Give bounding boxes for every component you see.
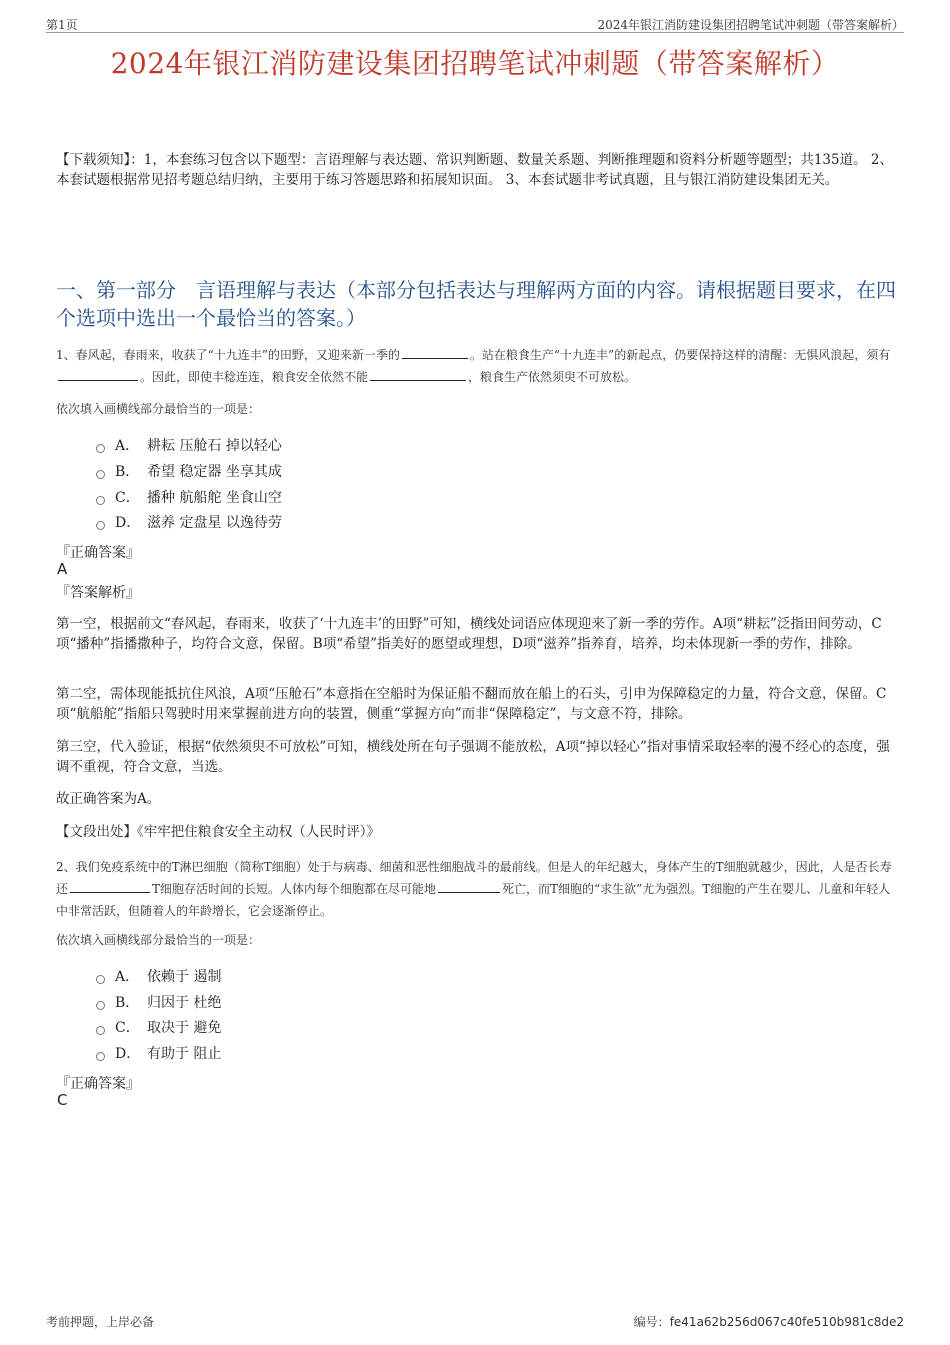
q2-stem-part-3: 死亡，而T细胞的“求生欲”尤为强烈。T细胞的产生在婴儿、儿童和年轻人中非常活跃，但随着人的年龄增长，它会逐渐停止。 [56, 882, 891, 918]
option-letter: A． [115, 438, 140, 454]
q1-analysis-para-3: 第三空，代入验证，根据“依然须臾不可放松”可知，横线处所在句子强调不能放松，A项“掉以轻心”指对事情采取轻率的漫不经心的态度，强调不重视，符合文意，当选。 [56, 739, 890, 775]
option-text: 依赖于 遏制 [147, 969, 222, 985]
q1-option-a[interactable] [96, 436, 282, 456]
q2-option-b[interactable] [96, 993, 221, 1013]
q1-stem-part-2: 。站在粮食生产“十九连丰”的新起点，仍要保持这样的清醒：无惧风浪起，须有 [469, 348, 891, 362]
option-text: 归因于 杜绝 [147, 995, 222, 1011]
option-letter: C． [115, 490, 140, 506]
q1-option-b[interactable] [96, 462, 282, 482]
q2-stem-part-1: 2、我们免疫系统中的T淋巴细胞（简称T细胞）处于与病毒、细菌和恶性细胞战斗的最前线。但是人的年纪越大，身体产生的T细胞就越少，因此，人是否长寿还 [56, 860, 892, 896]
option-letter: A． [115, 969, 140, 985]
q1-blank-3 [370, 368, 466, 381]
q2-answer-label: 『正确答案』 [56, 1076, 140, 1092]
q1-stem-part-3: 。因此，即使丰稔连连，粮食安全依然不能 [140, 370, 369, 384]
q2-answer: C [57, 1091, 68, 1109]
section-title: 一、第一部分 言语理解与表达（本部分包括表达与理解两方面的内容。请根据题目要求，在四个选项中选出一个最恰当的答案。） [56, 278, 896, 330]
radio-icon[interactable] [96, 470, 105, 479]
footer-code-value: fe41a62b256d067c40fe510b981c8de2 [669, 1315, 904, 1329]
q1-source: 【文段出处】《牢牢把住粮食安全主动权（人民时评）》 [56, 824, 380, 840]
radio-icon[interactable] [96, 1001, 105, 1010]
radio-icon[interactable] [96, 975, 105, 984]
q1-blank-1 [402, 346, 468, 359]
option-text: 取决于 避免 [147, 1020, 222, 1036]
q1-analysis-label: 『答案解析』 [56, 585, 140, 601]
radio-icon[interactable] [96, 496, 105, 505]
option-text: 播种 航船舵 坐食山空 [147, 490, 282, 506]
option-letter: C． [115, 1020, 140, 1036]
page-title: 2024年银江消防建设集团招聘笔试冲刺题（带答案解析） [110, 47, 840, 80]
page-number: 第1页 [46, 18, 78, 32]
question-1-stem [56, 344, 896, 388]
footer-code [634, 1313, 904, 1330]
q2-blank-1 [70, 880, 150, 893]
q1-option-c[interactable] [96, 488, 282, 508]
option-letter: D． [115, 515, 141, 531]
q2-option-a[interactable] [96, 967, 221, 987]
download-notice: 【下载须知】：1，本套练习包含以下题型：言语理解与表达题、常识判断题、数量关系题、判断推理题和资料分析题等题型；共135道。 2、本套试题根据常见招考题总结归纳，主要用于练习答题思路和拓展知识面。 3、本套试题非考试真题，且与银江消防建设集团无关。 [56, 152, 893, 188]
option-letter: D． [115, 1046, 141, 1062]
q1-option-d[interactable] [96, 513, 282, 533]
option-text: 滋养 定盘星 以逸待劳 [147, 515, 282, 531]
q1-analysis-para-2: 第二空，需体现能抵抗住风浪，A项“压舱石”本意指在空船时为保证船不翻而放在船上的石头，引申为保障稳定的力量，符合文意，保留。C项“航船舵”指船只驾驶时用来掌握前进方向的装置，侧重“掌握方向”而非“保障稳定”，与文意不符，排除。 [56, 686, 887, 722]
option-letter: B． [115, 464, 140, 480]
option-text: 希望 稳定器 坐享其成 [147, 464, 282, 480]
radio-icon[interactable] [96, 521, 105, 530]
question-2-stem [56, 856, 896, 922]
q1-answer-label: 『正确答案』 [56, 545, 140, 561]
q1-answer: A [57, 560, 68, 578]
radio-icon[interactable] [96, 1052, 105, 1061]
q2-option-d[interactable] [96, 1044, 221, 1064]
q1-conclusion: 故正确答案为A。 [56, 791, 161, 807]
q1-stem-part-4: ，粮食生产依然须臾不可放松。 [468, 370, 637, 384]
option-text: 有助于 阻止 [147, 1046, 222, 1062]
option-text: 耕耘 压舱石 掉以轻心 [147, 438, 282, 454]
footer-slogan: 考前押题，上岸必备 [46, 1315, 155, 1329]
header-doc-title: 2024年银江消防建设集团招聘笔试冲刺题（带答案解析） [597, 18, 904, 32]
radio-icon[interactable] [96, 1026, 105, 1035]
q1-blank-2 [58, 368, 138, 381]
q2-stem-part-2: T细胞存活时间的长短。人体内每个细胞都在尽可能地 [152, 882, 437, 896]
q2-blank-2 [438, 880, 500, 893]
q1-instruction: 依次填入画横线部分最恰当的一项是： [56, 402, 261, 416]
q2-instruction: 依次填入画横线部分最恰当的一项是： [56, 933, 261, 947]
option-letter: B． [115, 995, 140, 1011]
q2-option-c[interactable] [96, 1018, 221, 1038]
q1-stem-part-1: 1、春风起，春雨来，收获了“十九连丰”的田野，又迎来新一季的 [56, 348, 400, 362]
radio-icon[interactable] [96, 444, 105, 453]
q1-analysis-para-1: 第一空，根据前文“春风起，春雨来，收获了‘十九连丰’的田野”可知，横线处词语应体现迎来了新一季的劳作。A项“耕耘”泛指田间劳动，C项“播种”指播撒种子，均符合文意，保留。B项“希望”指美好的愿望或理想，D项“滋养”指养育，培养，均未体现新一季的劳作，排除。 [56, 616, 882, 652]
footer-code-label: 编号： [633, 1315, 670, 1329]
header-divider [46, 32, 904, 33]
